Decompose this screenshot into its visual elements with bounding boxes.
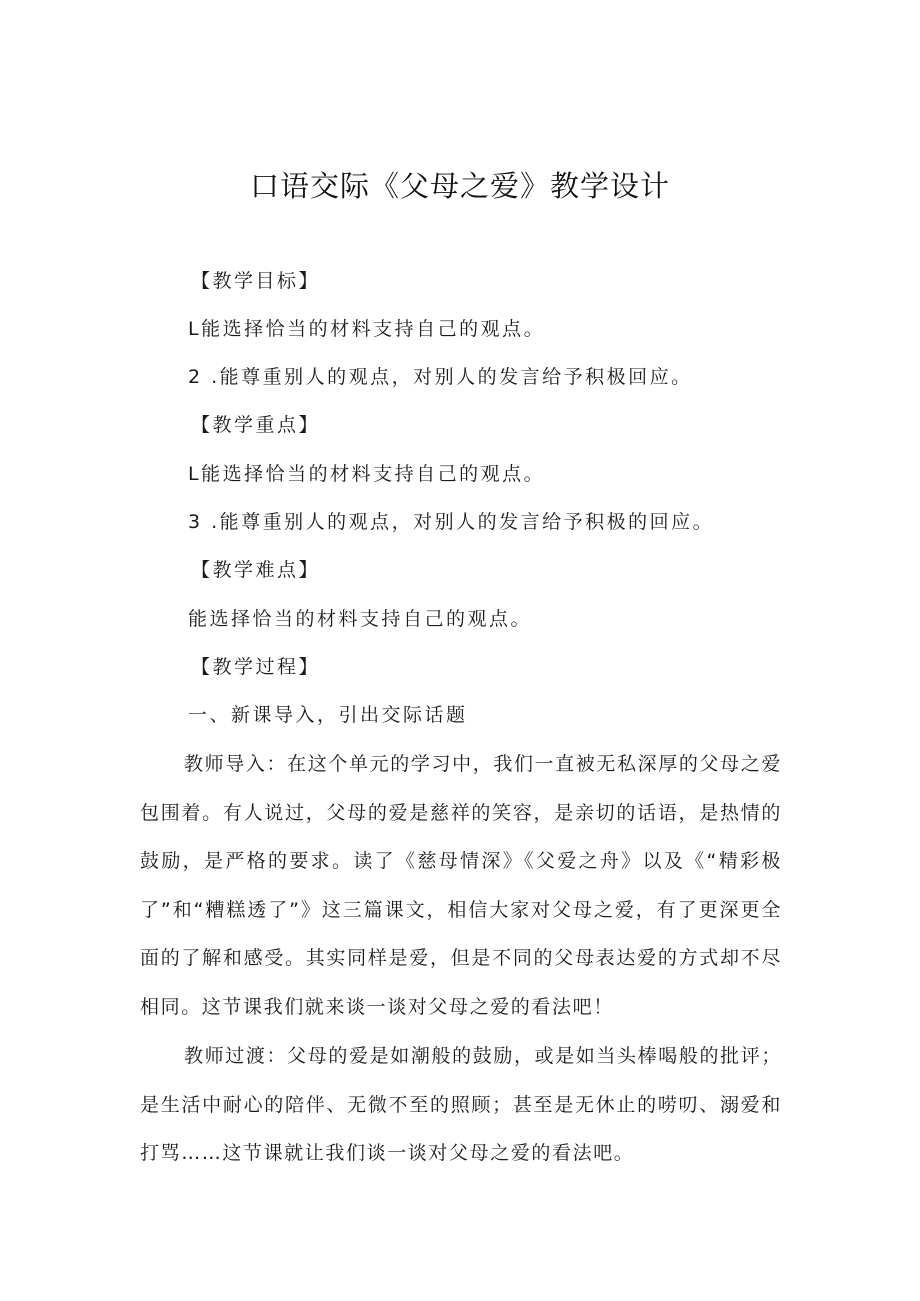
process-paragraph-2: 教师过渡：父母的爱是如潮般的鼓励，或是如当头棒喝般的批评；是生活中耐心的陪伴、无微不至的照顾；甚至是无休止的唠叨、溺爱和打骂……这节课就让我们谈一谈对父母之爱的看法吧。 xyxy=(140,1045,782,1165)
objectives-heading: 【教学目标】 xyxy=(191,270,321,292)
process-step-1-title: 一、新课导入，引出交际话题 xyxy=(188,704,468,726)
difficulties-heading: 【教学难点】 xyxy=(191,559,321,581)
process-heading: 【教学过程】 xyxy=(191,656,321,678)
objectives-item-2: 2 .能尊重别人的观点，对别人的发言给予积极回应。 xyxy=(188,366,693,388)
key-points-heading: 【教学重点】 xyxy=(191,414,321,436)
difficulties-item-1: 能选择恰当的材料支持自己的观点。 xyxy=(188,608,533,630)
objectives-item-1: L能选择恰当的材料支持自己的观点。 xyxy=(188,318,546,340)
process-paragraph-1: 教师导入：在这个单元的学习中，我们一直被无私深厚的父母之爱包围着。有人说过，父母的爱是慈祥的笑容，是亲切的话语，是热情的鼓励，是严格的要求。读了《慈母情深》《父爱之舟》以及《“精彩极了”和“糟糕透了”》这三篇课文，相信大家对父母之爱，有了更深更全面的了解和感受。其实同样是爱，但是不同的父母表达爱的方式却不尽相同。这节课我们就来谈一谈对父母之爱的看法吧！ xyxy=(140,753,782,1018)
key-points-item-2: 3 .能尊重别人的观点，对别人的发言给予积极的回应。 xyxy=(188,511,715,533)
key-points-item-1: L能选择恰当的材料支持自己的观点。 xyxy=(188,463,546,485)
document-title: 口语交际《父母之爱》教学设计 xyxy=(249,169,670,203)
